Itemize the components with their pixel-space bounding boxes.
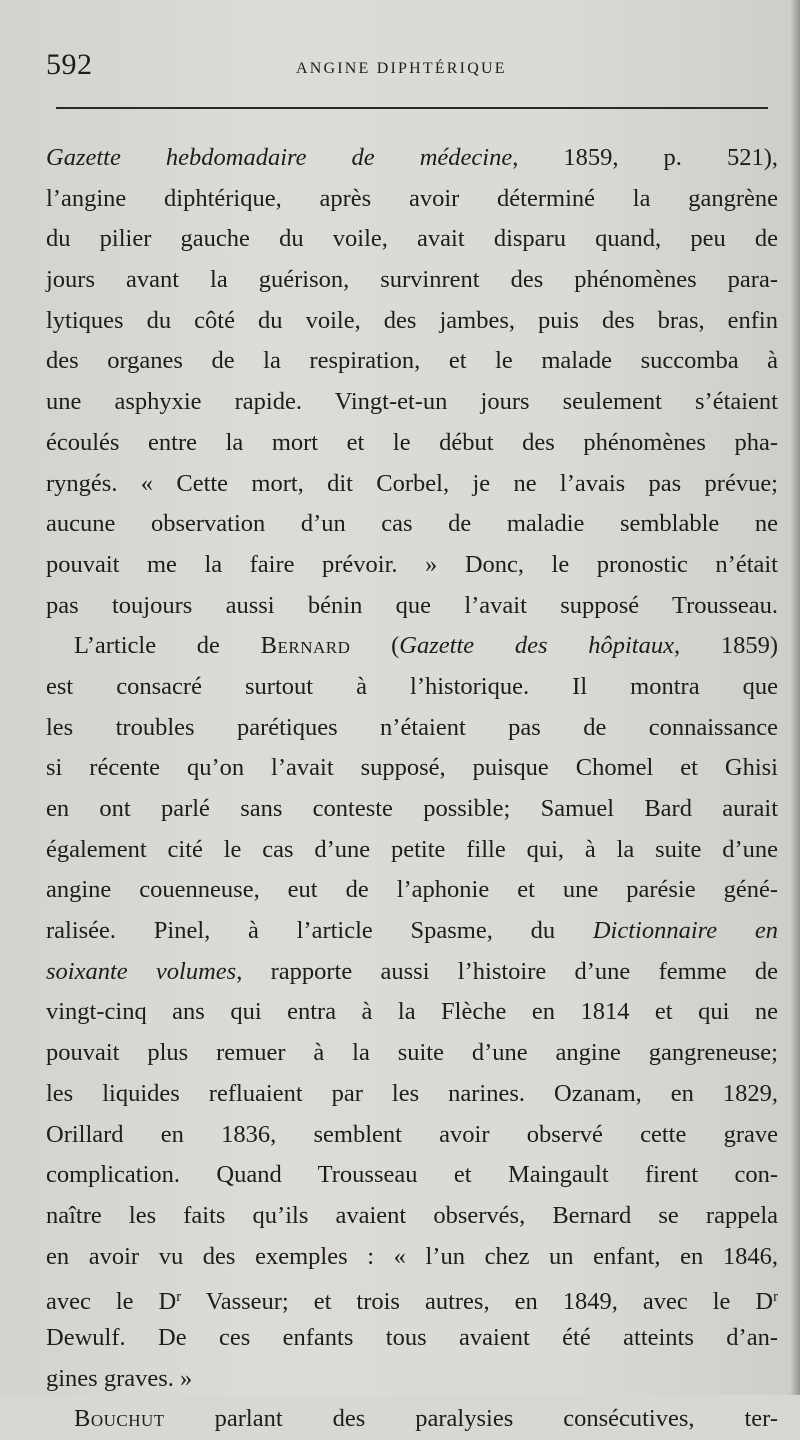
- text-line: des organes de la respiration, et le malade succomba à: [46, 347, 778, 375]
- text-line: angine couenneuse, eut de l’aphonie et une parésie géné-: [46, 876, 778, 904]
- text-line: naître les faits qu’ils avaient observés, Bernard se rappela: [46, 1201, 778, 1229]
- text-line: Bouchut parlant des paralysies consécutives, ter-: [74, 1405, 778, 1433]
- text-line: complication. Quand Trousseau et Maingault firent con-: [46, 1161, 778, 1189]
- text-line: pas toujours aussi bénin que l’avait supposé Trousseau.: [46, 591, 778, 619]
- text-line: également cité le cas d’une petite fille qui, à la suite d’une: [46, 835, 778, 863]
- text-line: jours avant la guérison, survinrent des phénomènes para-: [46, 266, 778, 294]
- author-name: Bernard: [260, 632, 351, 660]
- text-line: Dewulf. De ces enfants tous avaient été atteints d’an-: [46, 1323, 778, 1351]
- text-line: Gazette hebdomadaire de médecine, 1859, p. 521),: [46, 144, 778, 171]
- text-line: du pilier gauche du voile, avait disparu quand, peu de: [46, 225, 778, 253]
- text-line: écoulés entre la mort et le début des phénomènes pha-: [46, 428, 778, 456]
- text-line: en avoir vu des exemples : « l’un chez un enfant, en 1846,: [46, 1242, 778, 1270]
- text-line: si récente qu’on l’avait supposé, puisque Chomel et Ghisi: [46, 754, 778, 782]
- text-line: pouvait me la faire prévoir. » Donc, le pronostic n’était: [46, 550, 778, 578]
- page-edge-shadow: [790, 0, 800, 1395]
- text-line: avec le $D^r$ Vasseur; et trois autres, en 1849, avec le $D^r$: [46, 1288, 778, 1316]
- body-text: [46, 138, 778, 1440]
- text-line: ralisée. Pinel, à l’article Spasme, du Dictionnaire en: [46, 917, 778, 945]
- text-line: L’article de Bernard (Gazette des hôpitaux, 1859): [74, 632, 778, 660]
- running-title: ANGINE DIPHTÉRIQUE: [296, 60, 507, 77]
- text-line: ryngés. « Cette mort, dit Corbel, je ne l’avais pas prévue;: [46, 469, 778, 497]
- text-line: gines graves. »: [46, 1364, 193, 1392]
- text-line: lytiques du côté du voile, des jambes, puis des bras, enfin: [46, 306, 778, 334]
- author-name: Bouchut: [74, 1405, 165, 1433]
- text-line: vingt-cinq ans qui entra à la Flèche en 1814 et qui ne: [46, 998, 778, 1026]
- text-line: Orillard en 1836, semblent avoir observé cette grave: [46, 1120, 778, 1148]
- text-line: les troubles parétiques n’étaient pas de connaissance: [46, 713, 778, 741]
- page-number: 592: [46, 48, 93, 81]
- text-line: aucune observation d’un cas de maladie semblable ne: [46, 510, 778, 538]
- page-header: [46, 48, 766, 88]
- text-line: en ont parlé sans conteste possible; Samuel Bard aurait: [46, 795, 778, 822]
- text-line: l’angine diphtérique, après avoir déterminé la gangrène: [46, 184, 778, 212]
- text-line: est consacré surtout à l’historique. Il montra que: [46, 672, 778, 700]
- text-line: les liquides refluaient par les narines. Ozanam, en 1829,: [46, 1079, 778, 1107]
- text-line: soixante volumes, rapporte aussi l’histoire d’une femme de: [46, 957, 778, 985]
- header-rule: [56, 107, 768, 109]
- text-line: une asphyxie rapide. Vingt-et-un jours seulement s’étaient: [46, 388, 778, 416]
- text-line: pouvait plus remuer à la suite d’une angine gangreneuse;: [46, 1039, 778, 1067]
